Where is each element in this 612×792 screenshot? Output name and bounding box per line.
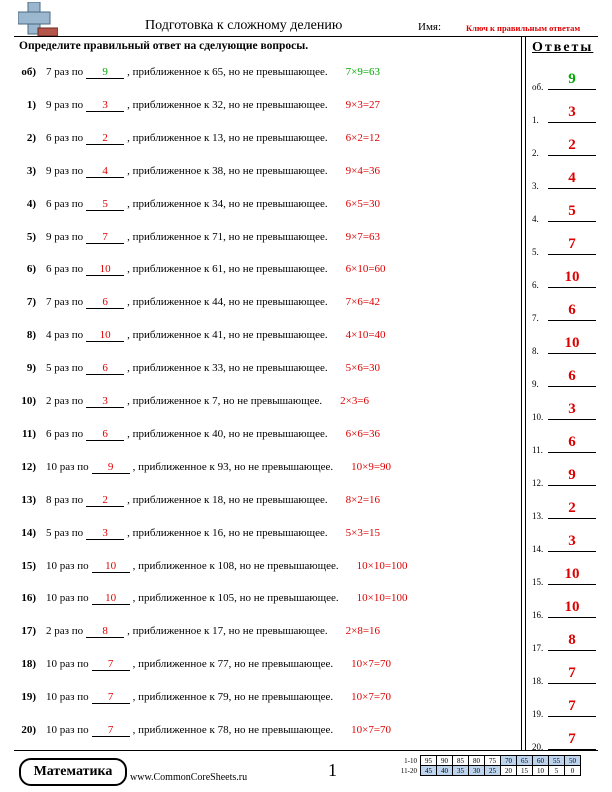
question-number: 13): [21, 493, 36, 506]
answer-value: 2: [568, 500, 576, 516]
question-prefix: 9 раз по: [46, 230, 84, 243]
answer-line: [548, 683, 596, 684]
answer-slot: [532, 629, 596, 653]
answer-label: 15.: [532, 577, 544, 587]
score-row: [394, 756, 581, 766]
header-divider: [14, 36, 598, 37]
answer-label: 19.: [532, 709, 544, 719]
question-number: об): [21, 66, 36, 78]
score-range-label: 1-10: [404, 756, 417, 765]
answer-slot: [532, 431, 596, 455]
question-text: [46, 724, 391, 737]
answer-value: 9: [568, 467, 576, 483]
answer-column-divider: [521, 36, 522, 750]
question-row: [0, 263, 521, 283]
worked-calculation: 7×6=42: [345, 296, 381, 309]
footer-divider: [14, 750, 598, 751]
question-text: [46, 99, 380, 112]
score-row: [394, 766, 581, 776]
worked-calculation: 10×7=70: [351, 691, 392, 704]
answer-value: 3: [568, 104, 576, 120]
site-url: www.CommonCoreSheets.ru: [130, 772, 248, 783]
answer-blank: 3: [86, 99, 124, 112]
answer-blank: 3: [86, 395, 124, 408]
answer-slot: [532, 101, 596, 125]
answer-label: 5.: [532, 247, 539, 257]
answer-value: 7: [568, 236, 576, 252]
question-row: [0, 132, 521, 152]
answer-slot: [532, 497, 596, 521]
question-row: [0, 461, 521, 481]
answer-slot: [532, 464, 596, 488]
question-text: [46, 231, 380, 244]
question-number: 15): [21, 559, 36, 572]
question-suffix: , приближенное к 93, но не превышающее.: [132, 460, 334, 473]
question-text: [46, 691, 391, 704]
answer-blank: 5: [86, 198, 124, 211]
question-prefix: 8 раз по: [46, 493, 84, 506]
answer-line: [548, 386, 596, 387]
score-cell: 10: [533, 766, 549, 776]
question-suffix: , приближенное к 61, но не превышающее.: [127, 263, 328, 276]
answer-line: [548, 518, 596, 519]
score-cell: 95: [421, 756, 437, 766]
answer-line: [548, 452, 596, 453]
worked-calculation: 6×2=12: [345, 131, 381, 144]
worked-calculation: 4×10=40: [345, 329, 386, 342]
question-row: [0, 395, 521, 415]
answer-line: [548, 419, 596, 420]
answer-slot: [532, 332, 596, 356]
question-text: [46, 527, 380, 540]
answer-label: 10.: [532, 412, 544, 422]
answer-label: 12.: [532, 478, 544, 488]
answer-slot: [532, 530, 596, 554]
answer-value: 7: [568, 698, 576, 714]
answer-slot: [532, 167, 596, 191]
question-suffix: , приближенное к 16, но не превышающее.: [127, 526, 328, 539]
question-prefix: 10 раз по: [46, 460, 89, 473]
answer-slot: [532, 728, 596, 752]
question-number: 6): [26, 263, 36, 276]
score-cell: 70: [501, 756, 517, 766]
score-cell: 55: [549, 756, 565, 766]
worked-calculation: 6×5=30: [345, 197, 381, 210]
answer-line: [548, 716, 596, 717]
question-number: 20): [21, 724, 36, 736]
question-text: [46, 165, 380, 178]
question-number: 3): [26, 164, 36, 177]
question-text: [46, 560, 408, 573]
question-text: [46, 428, 380, 441]
worked-calculation: 10×9=90: [351, 460, 392, 473]
answer-line: [548, 122, 596, 123]
question-suffix: , приближенное к 78, но не превышающее.: [132, 724, 334, 736]
answer-blank: 7: [92, 724, 130, 737]
answer-line: [548, 221, 596, 222]
question-text: [46, 362, 380, 375]
answer-value: 10: [564, 566, 580, 582]
answer-label: 9.: [532, 379, 539, 389]
worked-calculation: 5×3=15: [345, 526, 381, 539]
score-cell: 60: [533, 756, 549, 766]
answer-value: 3: [568, 533, 576, 549]
answer-label: 2.: [532, 148, 539, 158]
question-prefix: 10 раз по: [46, 559, 89, 572]
question-number: 8): [26, 329, 36, 342]
answer-slot: [532, 563, 596, 587]
answer-blank: 10: [92, 592, 130, 605]
answer-line: [548, 584, 596, 585]
score-cell: 40: [437, 766, 453, 776]
score-cell: 20: [501, 766, 517, 776]
answer-label: 3.: [532, 181, 539, 191]
question-suffix: , приближенное к 108, но не превышающее.: [132, 559, 339, 572]
answer-slot: [532, 365, 596, 389]
question-suffix: , приближенное к 77, но не превышающее.: [132, 658, 334, 671]
answer-slot: [532, 695, 596, 719]
score-cell: 30: [469, 766, 485, 776]
question-text: [46, 263, 386, 276]
score-cell: 25: [485, 766, 501, 776]
worked-calculation: 10×10=100: [356, 592, 408, 605]
worked-calculation: 5×6=30: [345, 362, 381, 375]
question-suffix: , приближенное к 71, но не превышающее.: [127, 230, 328, 243]
question-suffix: , приближенное к 40, но не превышающее.: [127, 427, 328, 440]
answer-value: 7: [568, 665, 576, 681]
answer-label: 20.: [532, 742, 544, 752]
worked-calculation: 2×8=16: [345, 625, 381, 638]
question-row: [0, 625, 521, 645]
answer-value: 10: [564, 599, 580, 615]
score-table: [394, 755, 581, 776]
answer-slot: [532, 233, 596, 257]
question-prefix: 6 раз по: [46, 263, 84, 276]
question-text: [46, 395, 369, 408]
answers-title: Ответы: [532, 40, 594, 55]
answer-slot: [532, 68, 596, 92]
answer-blank: 9: [92, 461, 130, 474]
question-suffix: , приближенное к 79, но не превышающее.: [132, 691, 334, 704]
question-prefix: 4 раз по: [46, 329, 84, 342]
question-number: 9): [26, 362, 36, 375]
answer-value: 10: [564, 269, 580, 285]
score-cell: 15: [517, 766, 533, 776]
question-prefix: 5 раз по: [46, 526, 84, 539]
answer-value: 6: [568, 368, 576, 384]
answer-blank: 3: [86, 527, 124, 540]
score-cell: 45: [421, 766, 437, 776]
answer-value: 5: [568, 203, 576, 219]
answer-line: [548, 89, 596, 90]
question-row: [0, 691, 521, 711]
question-number: 10): [21, 395, 36, 407]
worked-calculation: 10×7=70: [351, 658, 392, 671]
score-cell: 50: [565, 756, 581, 766]
worked-calculation: 10×10=100: [356, 559, 408, 572]
question-suffix: , приближенное к 32, но не превышающее.: [127, 98, 328, 111]
question-row: [0, 592, 521, 612]
answer-blank: 10: [86, 329, 124, 342]
question-text: [46, 198, 380, 211]
answer-slot: [532, 266, 596, 290]
answer-value: 6: [568, 434, 576, 450]
answer-blank: 6: [86, 362, 124, 375]
answer-value: 6: [568, 302, 576, 318]
answer-slot: [532, 662, 596, 686]
answer-blank: 6: [86, 428, 124, 441]
question-prefix: 5 раз по: [46, 362, 84, 375]
answer-slot: [532, 134, 596, 158]
question-number: 19): [21, 691, 36, 704]
question-text: [46, 494, 380, 507]
question-text: [46, 66, 380, 79]
worked-calculation: 10×7=70: [351, 724, 392, 736]
worked-calculation: 7×9=63: [345, 66, 381, 78]
question-row: [0, 165, 521, 185]
answer-label: об.: [532, 82, 544, 92]
question-suffix: , приближенное к 41, но не превышающее.: [127, 329, 328, 342]
question-prefix: 10 раз по: [46, 691, 89, 704]
question-prefix: 10 раз по: [46, 592, 89, 605]
answer-line: [548, 320, 596, 321]
answer-value: 2: [568, 137, 576, 153]
question-row: [0, 560, 521, 580]
answer-line: [548, 254, 596, 255]
score-cell: 65: [517, 756, 533, 766]
question-number: 12): [21, 460, 36, 473]
score-cell: 75: [485, 756, 501, 766]
answer-label: 11.: [532, 445, 543, 455]
worked-calculation: 9×4=36: [345, 164, 381, 177]
worksheet-title: Подготовка к сложному делению: [145, 18, 343, 33]
answer-line: [548, 287, 596, 288]
question-suffix: , приближенное к 18, но не превышающее.: [127, 493, 328, 506]
question-number: 18): [21, 658, 36, 671]
answer-value: 9: [568, 71, 576, 87]
score-cell: 35: [453, 766, 469, 776]
question-text: [46, 592, 408, 605]
answer-line: [548, 155, 596, 156]
example-question: [0, 66, 521, 86]
question-row: [0, 296, 521, 316]
answer-line: [548, 353, 596, 354]
question-row: [0, 527, 521, 547]
answer-label: 16.: [532, 610, 544, 620]
answer-blank: 10: [86, 263, 124, 276]
answer-blank: 2: [86, 132, 124, 145]
score-cell: 85: [453, 756, 469, 766]
worked-calculation: 9×3=27: [345, 98, 381, 111]
question-number: 7): [26, 296, 36, 309]
answer-blank: 7: [92, 691, 130, 704]
answer-value: 7: [568, 731, 576, 747]
answer-key-label: Ключ к правильным ответам: [466, 23, 581, 33]
worked-calculation: 6×10=60: [345, 263, 386, 276]
question-suffix: , приближенное к 38, но не превышающее.: [127, 164, 328, 177]
question-prefix: 9 раз по: [46, 164, 84, 177]
question-suffix: , приближенное к 34, но не превышающее.: [127, 197, 328, 210]
question-suffix: , приближенное к 65, но не превышающее.: [127, 66, 328, 78]
question-suffix: , приближенное к 13, но не превышающее.: [127, 131, 328, 144]
answer-column-divider-inner: [525, 36, 526, 750]
score-cell: 5: [549, 766, 565, 776]
name-label: Имя:: [418, 21, 442, 33]
answer-label: 18.: [532, 676, 544, 686]
answer-slot: [532, 398, 596, 422]
answer-blank: 7: [92, 658, 130, 671]
question-row: [0, 362, 521, 382]
question-prefix: 2 раз по: [46, 395, 84, 407]
answer-label: 8.: [532, 346, 539, 356]
question-text: [46, 132, 380, 145]
answer-line: [548, 551, 596, 552]
score-cell: 90: [437, 756, 453, 766]
answer-blank: 9: [86, 66, 124, 79]
page-number: 1: [328, 760, 337, 780]
question-prefix: 10 раз по: [46, 658, 89, 671]
question-prefix: 9 раз по: [46, 98, 84, 111]
worked-calculation: 2×3=6: [340, 395, 370, 407]
question-prefix: 6 раз по: [46, 131, 84, 144]
answer-blank: 6: [86, 296, 124, 309]
question-row: [0, 329, 521, 349]
answer-line: [548, 617, 596, 618]
answer-slot: [532, 596, 596, 620]
instructions: Определите правильный ответ на сделующие вопросы.: [19, 40, 309, 52]
question-suffix: , приближенное к 7, но не превышающее.: [127, 395, 323, 407]
question-number: 11): [21, 427, 36, 440]
question-row: [0, 231, 521, 251]
question-number: 17): [21, 625, 36, 638]
question-text: [46, 625, 380, 638]
question-prefix: 6 раз по: [46, 427, 84, 440]
answer-label: 1.: [532, 115, 539, 125]
worked-calculation: 8×2=16: [345, 493, 381, 506]
question-number: 16): [21, 592, 36, 605]
question-row: [0, 658, 521, 678]
question-prefix: 7 раз по: [46, 66, 84, 78]
question-text: [46, 296, 380, 309]
question-text: [46, 658, 391, 671]
answer-line: [548, 650, 596, 651]
question-prefix: 6 раз по: [46, 197, 84, 210]
score-cell: 0: [565, 766, 581, 776]
answer-value: 8: [568, 632, 576, 648]
answer-label: 13.: [532, 511, 544, 521]
answer-blank: 2: [86, 494, 124, 507]
answer-blank: 8: [86, 625, 124, 638]
question-number: 4): [26, 197, 36, 210]
answer-value: 4: [568, 170, 576, 186]
answer-value: 10: [564, 335, 580, 351]
question-text: [46, 461, 391, 474]
question-row: [0, 198, 521, 218]
question-suffix: , приближенное к 17, но не превышающее.: [127, 625, 328, 638]
question-suffix: , приближенное к 44, но не превышающее.: [127, 296, 328, 309]
answer-blank: 10: [92, 560, 130, 573]
answer-label: 6.: [532, 280, 539, 290]
worked-calculation: 9×7=63: [345, 230, 381, 243]
question-suffix: , приближенное к 33, но не превышающее.: [127, 362, 328, 375]
plus-minus-logo-icon: [18, 2, 58, 38]
question-row: [0, 428, 521, 448]
question-prefix: 7 раз по: [46, 296, 84, 309]
question-suffix: , приближенное к 105, но не превышающее.: [132, 592, 339, 605]
answer-value: 3: [568, 401, 576, 417]
answer-line: [548, 485, 596, 486]
question-number: 5): [26, 230, 36, 243]
answer-line: [548, 188, 596, 189]
answer-blank: 4: [86, 165, 124, 178]
worked-calculation: 6×6=36: [345, 427, 381, 440]
question-prefix: 10 раз по: [46, 724, 89, 736]
question-row: [0, 99, 521, 119]
subject-badge: Математика: [19, 758, 127, 786]
question-prefix: 2 раз по: [46, 625, 84, 638]
question-text: [46, 329, 386, 342]
answer-slot: [532, 200, 596, 224]
score-range-label: 11-20: [400, 766, 417, 775]
question-number: 1): [26, 98, 36, 111]
score-cell: 80: [469, 756, 485, 766]
answer-label: 14.: [532, 544, 544, 554]
answer-blank: 7: [86, 231, 124, 244]
answer-slot: [532, 299, 596, 323]
answer-label: 4.: [532, 214, 539, 224]
question-row: [0, 494, 521, 514]
question-number: 14): [21, 526, 36, 539]
answer-label: 7.: [532, 313, 539, 323]
answer-label: 17.: [532, 643, 544, 653]
question-number: 2): [26, 131, 36, 144]
question-row: [0, 724, 521, 744]
